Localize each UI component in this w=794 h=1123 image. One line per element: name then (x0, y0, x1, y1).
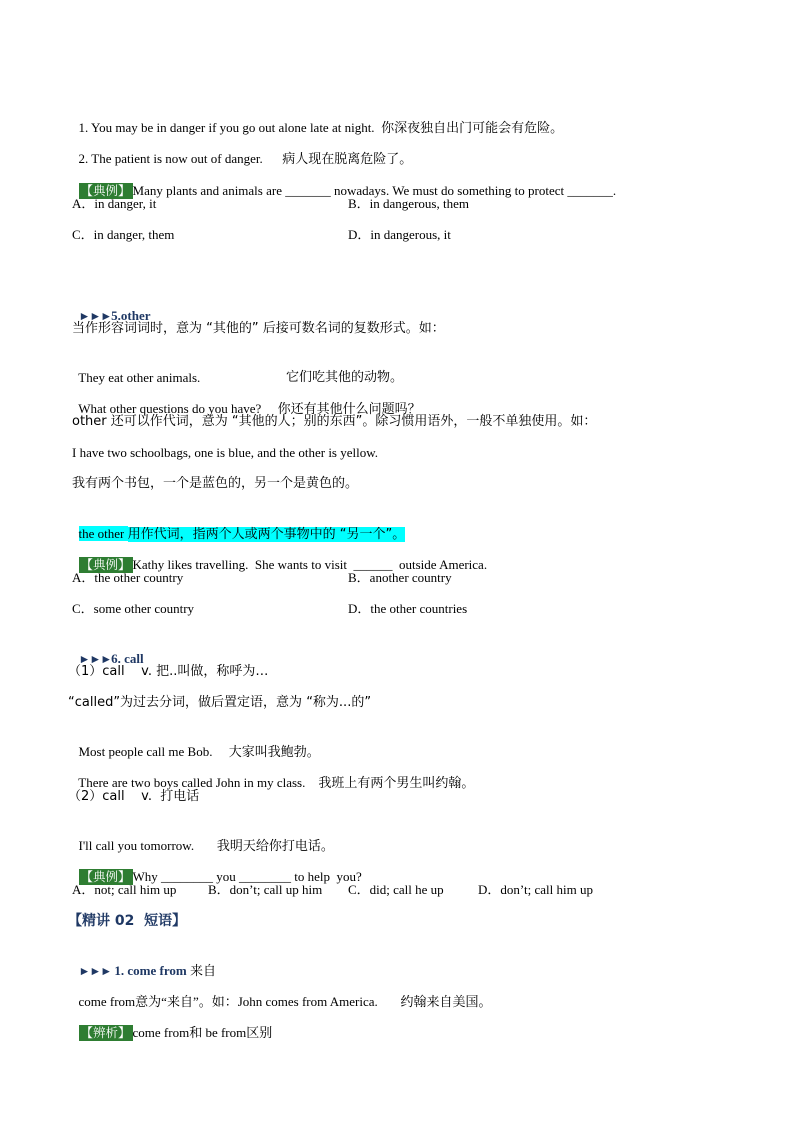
section-6-sub-2: （2）call v. 打电话 (68, 789, 200, 804)
section-5-title: 5.other (111, 308, 151, 323)
section-6-example-1-en: Most people call me Bob. (78, 744, 213, 759)
option-a: A．in danger, it (72, 196, 157, 211)
analysis (72, 1006, 272, 1042)
section-5-example-3-zh: 我有两个书包，一个是蓝色的，另一个是黄色的。 (72, 476, 359, 491)
example-2-text: Kathy likes travelling. She wants to visit ______ outside America. (132, 557, 488, 572)
example-1-text: Many plants and animals are _______ nowadays. We must do something to protect _______. (132, 183, 617, 198)
section-6-example-2-zh: 我班上有两个男生叫约翰。 (318, 776, 475, 791)
section-5-example-2-en: What other questions do you have? (78, 401, 262, 416)
option-c: C．some other country (72, 601, 195, 616)
section-5-desc-1: 当作形容词词时，意为 “其他的” 后接可数名词的复数形式。如： (72, 321, 445, 336)
example-tag: 【典例】 (80, 557, 131, 572)
highlight-zh: 用作代词，指两个人或两个事物中的 “另一个”。 (127, 527, 406, 542)
analysis-text: come from和 be from区别 (132, 1025, 273, 1040)
highlight-en: the other (78, 526, 125, 541)
section-5-example-1-en: They eat other animals. (78, 370, 201, 385)
option-a: A．not; call him up (72, 882, 177, 897)
option-b: B．don’t; call up him (208, 882, 323, 897)
section-6-note: “called”为过去分词，做后置定语，意为 “称为...的” (68, 695, 372, 710)
section-5-example-3-en: I have two schoolbags, one is blue, and the other is yellow. (72, 445, 379, 460)
phrase-1-title: 1. come from (114, 963, 187, 978)
arrow-icons: ►►► (78, 309, 112, 323)
option-d: D．in dangerous, it (348, 227, 451, 242)
arrow-icons: ►►► (78, 652, 112, 666)
example-tag: 【典例】 (80, 183, 131, 198)
option-d: D．the other countries (348, 601, 468, 616)
section-6-example-1-zh: 大家叫我鲍勃。 (228, 745, 320, 760)
sentence-2-zh: 病人现在脱离危险了。 (282, 152, 413, 167)
example-tag: 【典例】 (80, 869, 131, 884)
sentence-2-en: 2. The patient is now out of danger. (78, 151, 263, 166)
section-6-title: 6. call (111, 651, 144, 666)
phrase-1-zh: 来自 (189, 964, 216, 979)
section-6-sub-1: （1）call v. 把..叫做，称呼为… (68, 664, 269, 679)
section-5-example-2-zh: 你还有其他什么问题吗？ (277, 402, 421, 417)
arrow-icons: ►►► (78, 964, 112, 978)
sentence-1-en: 1. You may be in danger if you go out alone late at night. (78, 120, 375, 135)
section-6-example-3-zh: 我明天给你打电话。 (216, 839, 334, 854)
example-3-text: Why ________ you ________ to help you? (132, 869, 362, 884)
option-b: B．another country (348, 570, 452, 585)
section-5-example-1-zh: 它们吃其他的动物。 (286, 370, 404, 385)
option-c: C．did; call he up (348, 882, 444, 897)
section-5-desc-2: other 还可以作代词，意为 “其他的人；别的东西”。除习惯用语外，一般不单独使用。如： (72, 414, 597, 429)
section-6-example-3-en: I'll call you tomorrow. (78, 838, 195, 853)
option-c: C．in danger, them (72, 227, 175, 242)
section-phrases-title: 【精讲 02 短语】 (68, 913, 187, 929)
analysis-tag: 【辨析】 (80, 1025, 131, 1040)
option-a: A．the other country (72, 570, 184, 585)
phrase-1-desc-zh: 约翰来自美国。 (400, 995, 492, 1010)
option-b: B．in dangerous, them (348, 196, 469, 211)
section-6-example-2-en: There are two boys called John in my class. (78, 775, 306, 790)
option-d: D．don’t; call him up (478, 882, 593, 897)
sentence-1-zh: 你深夜独自出门可能会有危险。 (381, 121, 564, 136)
phrase-1-desc-text: come from意为“来自”。如：John comes from America. (78, 994, 378, 1009)
